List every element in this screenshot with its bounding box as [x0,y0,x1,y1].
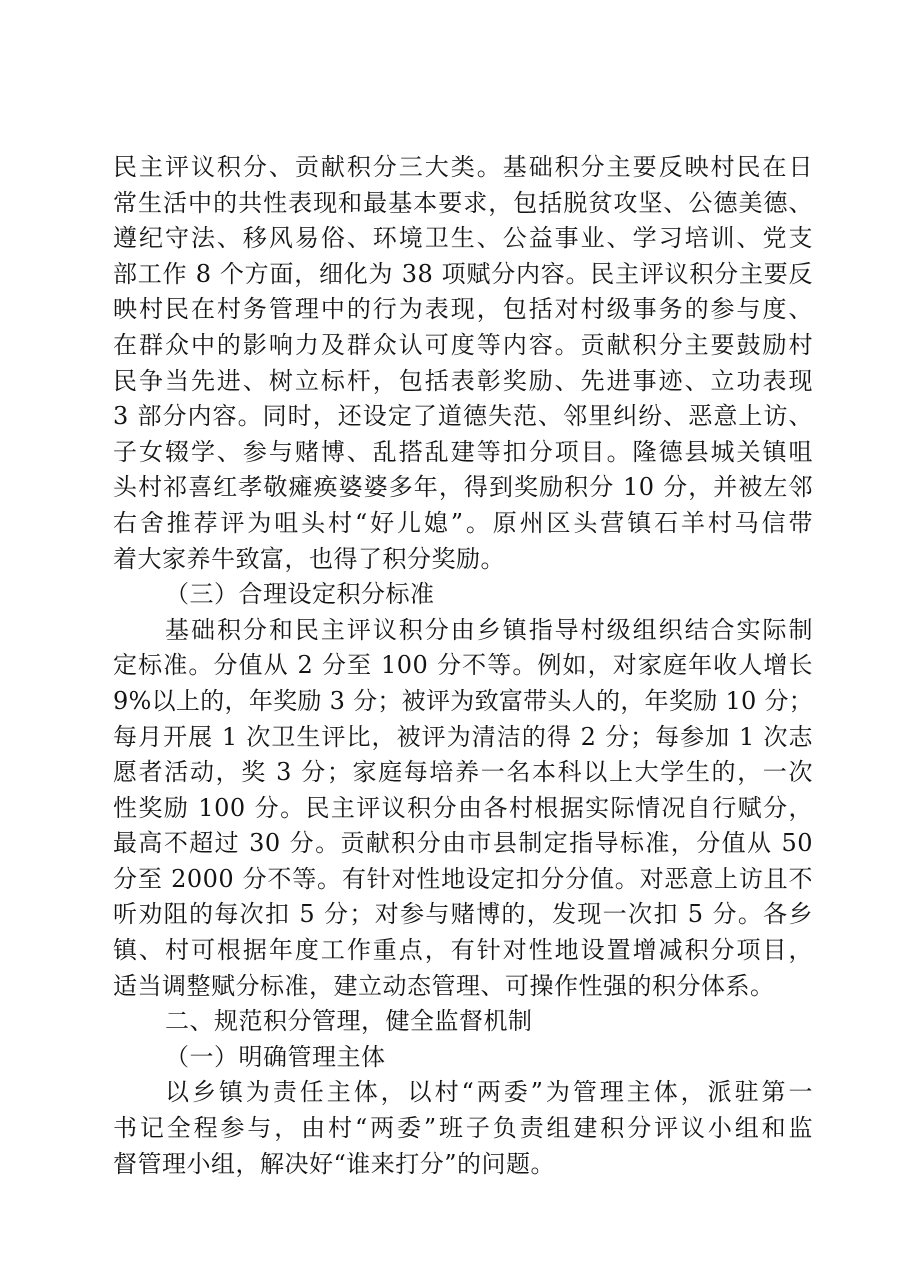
text-line: 每月开展 1 次卫生评比，被评为清洁的得 2 分；每参加 1 次志 [113,722,813,751]
text-line: 头村祁喜红孝敬瘫痪婆婆多年，得到奖励积分 10 分，并被左邻 [113,473,813,502]
text-line: 最高不超过 30 分。贡献积分由市县制定指导标准，分值从 50 [113,829,813,858]
text-line: 在群众中的影响力及群众认可度等内容。贡献积分主要鼓励村 [113,330,813,359]
text-line: 愿者活动，奖 3 分；家庭每培养一名本科以上大学生的，一次 [113,758,813,787]
text-line: 右舍推荐评为咀头村“好儿媳”。原州区头营镇石羊村马信带 [113,508,813,537]
text-line: 映村民在村务管理中的行为表现，包括对村级事务的参与度、 [113,295,813,324]
text-line: 书记全程参与，由村“两委”班子负责组建积分评议小组和监 [113,1114,813,1143]
text-line: 着大家养牛致富，也得了积分奖励。 [113,544,505,573]
text-line: 分至 2000 分不等。有针对性地设定扣分分值。对恶意上访且不 [113,864,813,893]
text-line: 定标准。分值从 2 分至 100 分不等。例如，对家庭年收人增长 [113,651,813,680]
text-line: 9%以上的，年奖励 3 分；被评为致富带头人的，年奖励 10 分； [113,686,813,715]
text-line: 遵纪守法、移风易俗、环境卫生、公益事业、学习培训、党支 [113,224,813,253]
text-line: 部工作 8 个方面，细化为 38 项赋分内容。民主评议积分主要反 [113,259,813,288]
text-line: 二、规范积分管理，健全监督机制 [165,1007,533,1036]
text-line: 适当调整赋分标准，建立动态管理、可操作性强的积分体系。 [113,971,775,1000]
text-line: 听劝阻的每次扣 5 分；对参与赌博的，发现一次扣 5 分。各乡 [113,900,813,929]
text-line: 以乡镇为责任主体，以村“两委”为管理主体，派驻第一 [165,1078,813,1107]
text-line: 督管理小组，解决好“谁来打分”的问题。 [113,1149,556,1178]
text-line: 民主评议积分、贡献积分三大类。基础积分主要反映村民在日 [113,153,813,181]
text-line: 基础积分和民主评议积分由乡镇指导村级组织结合实际制 [165,615,813,644]
text-line: （一）明确管理主体 [165,1042,386,1071]
document-body [113,150,813,1182]
text-line: （三）合理设定积分标准 [165,580,435,609]
text-line: 镇、村可根据年度工作重点，有针对性地设置增减积分项目， [113,936,813,965]
text-line: 3 部分内容。同时，还设定了道德失范、邻里纠纷、恶意上访、 [113,402,813,431]
text-line: 子女辍学、参与赌博、乱搭乱建等扣分项目。隆德县城关镇咀 [113,437,813,466]
text-line: 性奖励 100 分。民主评议积分由各村根据实际情况自行赋分， [113,793,813,822]
text-line: 常生活中的共性表现和最基本要求，包括脱贫攻坚、公德美德、 [113,188,813,217]
text-line: 民争当先进、树立标杆，包括表彰奖励、先进事迹、立功表现 [113,366,813,395]
